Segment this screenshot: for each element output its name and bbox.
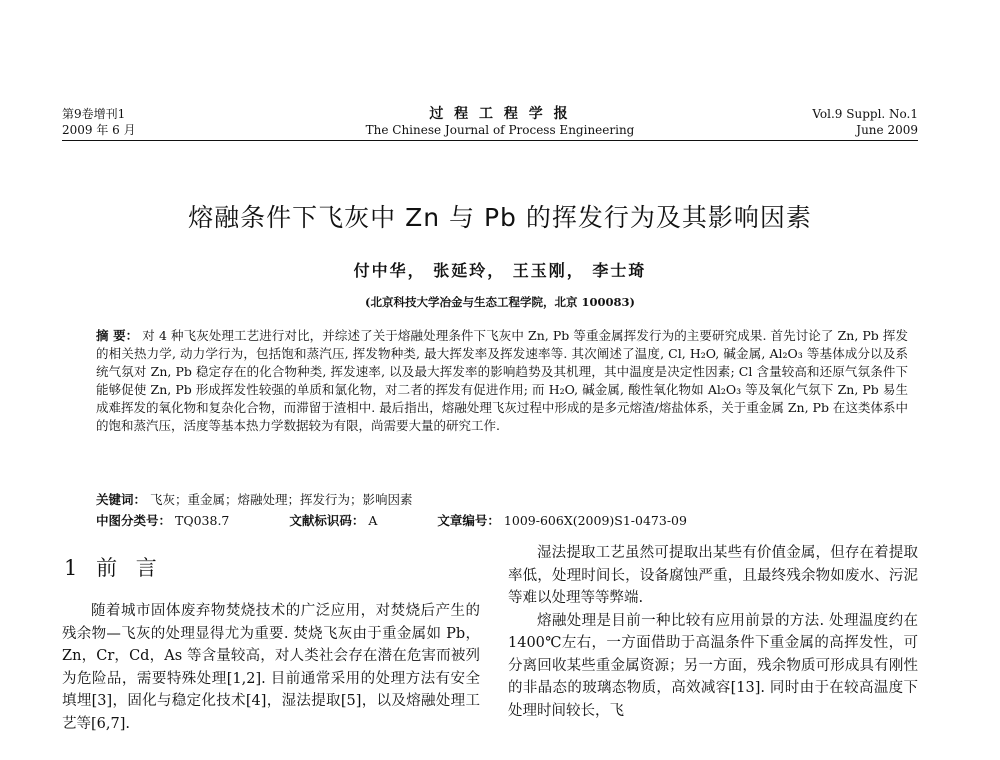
body-column-right [508, 542, 918, 722]
affiliation: (北京科技大学冶金与生态工程学院，北京 100083) [365, 295, 635, 309]
paragraph: 随着城市固体废弃物焚烧技术的广泛应用，对焚烧后产生的残余物—飞灰的处理显得尤为重要. 焚烧飞灰由于重金属如 Pb，Zn，Cr，Cd，As 等含量较高，对人类社会存在潜在危害而被列为危险品，需要特殊处理[1,2]. 目前通常采用的处理方法有安全填埋[3]，固化与稳定化技术[4]，湿法提取[5]，以及熔融处理工艺等[6,7]. [62, 603, 480, 732]
classification-line [96, 511, 908, 529]
volume-en: Vol.9 Suppl. No.1 [812, 107, 918, 121]
body-column-left [62, 600, 480, 735]
article-number-value: 1009-606X(2009)S1-0473-09 [503, 513, 687, 528]
abstract-text: 对 4 种飞灰处理工艺进行对比，并综述了关于熔融处理条件下飞灰中 Zn, Pb 等重金属挥发行为的主要研究成果. 首先讨论了 Zn, Pb 挥发的相关热力学, 动力学行为，包括饱和蒸汽压, 挥发物种类, 最大挥发率及挥发速率等. 其次阐述了温度, Cl, H₂O, 碱金属, Al₂O₃ 等基体成分以及系统气氛对 Zn, Pb 稳定存在的化合物种类, 挥发速率, 以及最大挥发率的影响趋势及其机理，其中温度是决定性因素; Cl 含量较高和还原气氛条件下能够促使 Zn, Pb 形成挥发性较强的单质和氯化物，对二者的挥发有促进作用; 而 H₂O, 碱金属, 酸性氧化物如 Al₂O₃ 等及氧化气氛下 Zn, Pb 易生成难挥发的氧化物和复杂化合物，而滞留于渣相中. 最后指出，熔融处理飞灰过程中形成的是多元熔渣/熔盐体系，关于重金属 Zn, Pb 在这类体系中的饱和蒸汽压，活度等基本热力学数据较为有限，尚需要大量的研究工作. [96, 328, 908, 433]
running-header-right [718, 106, 918, 138]
volume-cn: 第9卷增刊1 [62, 107, 126, 121]
running-header-center [330, 106, 670, 138]
journal-name-cn: 过 程 工 程 学 报 [429, 106, 571, 122]
journal-name-en: The Chinese Journal of Process Engineering [365, 123, 635, 137]
section-title: 前 言 [96, 556, 163, 580]
article-number-label: 文章编号： [437, 513, 500, 528]
keywords-text: 飞灰；重金属；熔融处理；挥发行为；影响因素 [150, 492, 413, 507]
keywords-label: 关键词： [96, 492, 147, 507]
paper-title: 熔融条件下飞灰中 Zn 与 Pb 的挥发行为及其影响因素 [188, 203, 812, 232]
paragraph: 熔融处理是目前一种比较有应用前景的方法. 处理温度约在 1400℃左右，一方面借助于高温条件下重金属的高挥发性，可分离回收某些重金属资源；另一方面，残余物质可形成具有刚性的非晶态的玻璃态物质，高效减容[13]. 同时由于在较高温度下处理时间较长，飞 [508, 612, 918, 719]
clc-value: TQ038.7 [175, 513, 230, 528]
date-cn: 2009 年 6 月 [62, 123, 136, 137]
abstract [96, 327, 908, 435]
doc-code-value: A [368, 513, 378, 528]
abstract-label: 摘 要： [96, 328, 139, 343]
running-header-left [62, 106, 262, 138]
header-rule [62, 140, 918, 141]
author-list: 付中华， 张延玲， 王玉刚， 李士琦 [353, 261, 647, 280]
paragraph: 湿法提取工艺虽然可提取出某些有价值金属，但存在着提取率低，处理时间长，设备腐蚀严重，且最终残余物如废水、污泥等难以处理等等弊端. [508, 545, 918, 606]
keywords [96, 490, 908, 508]
date-en: June 2009 [856, 123, 918, 137]
doc-code-label: 文献标识码： [289, 513, 365, 528]
section-number: 1 [64, 556, 84, 580]
clc-label: 中图分类号： [96, 513, 172, 528]
section-heading [64, 552, 163, 582]
